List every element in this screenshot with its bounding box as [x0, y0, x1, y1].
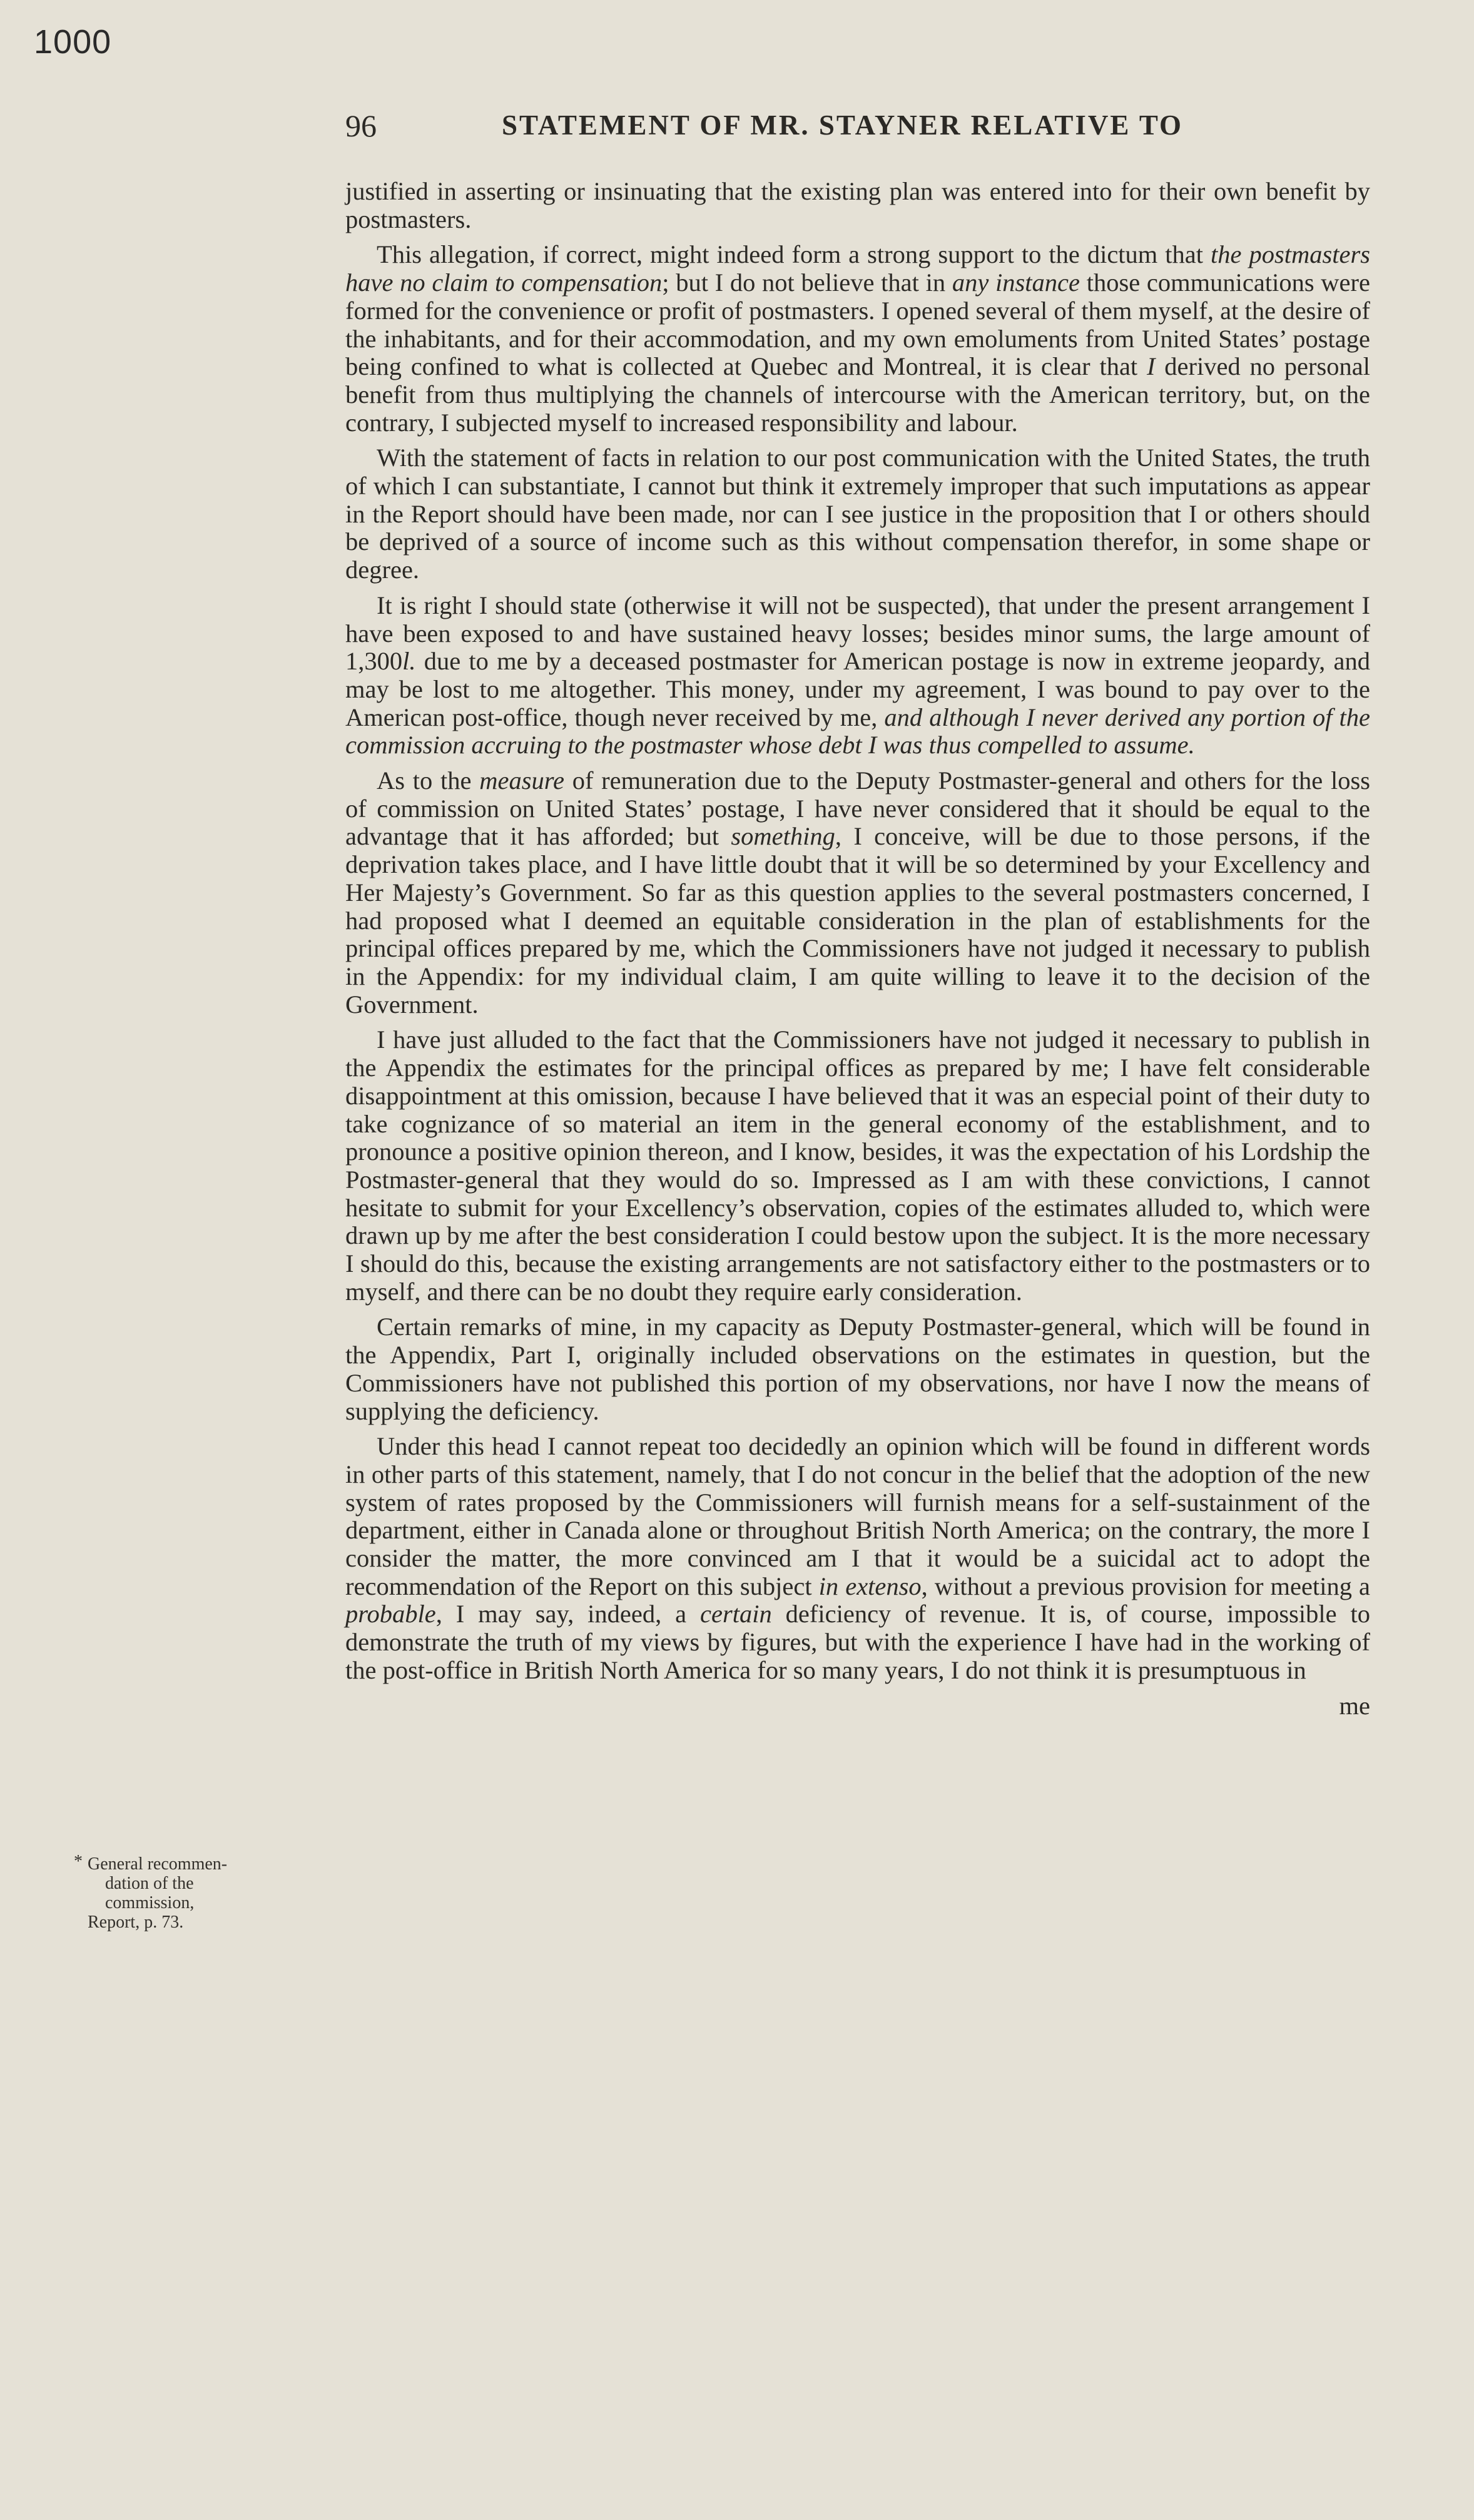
italic-text: any instance	[952, 268, 1080, 297]
body-paragraph	[345, 767, 1370, 1019]
sheet-number: 1000	[34, 23, 112, 61]
italic-text: the postmasters have no claim to compensation	[345, 240, 1371, 297]
text-run: derived no personal benefit from thus multiplying the channels of intercourse with the American territory, but, on the contrary, I subjected myself to increased responsibility and labour.	[345, 352, 1370, 437]
italic-text: probable	[345, 1600, 436, 1628]
text-run: I have just alluded to the fact that the Commissioners have not judged it necessary to publish in the Appendix the estimates for the principal offices as prepared by me; I have felt considerable disappointment at this omission, because I have believed that it was an especial point of their duty to take cognizance of so material an item in the general economy of the establishment, and to pronounce a positive opinion thereon, and I know, besides, it was the expectation of his Lordship the Postmaster-general that they would do so. Impressed as I am with these convictions, I cannot hesitate to submit for your Excellency’s observation, copies of the estimates alluded to, which were drawn up by me after the best consideration I could bestow upon the subject. It is the more necessary I should do this, because the existing arrangements are not satisfactory either to the postmasters or to myself, and there can be no doubt they require early consideration.	[345, 1025, 1370, 1306]
running-head	[345, 108, 1365, 151]
text-run: With the statement of facts in relation to our post communication with the United States, the truth of which I can substantiate, I cannot but think it extremely improper that such imputations as appear in the Report should have been made, nor can I see justice in the proposition that I or others should be deprived of a source of income such as this without compensation therefor, in some shape or degree.	[345, 444, 1370, 584]
body-paragraph	[345, 1313, 1370, 1425]
text-run: those communications were formed for the convenience or profit of postmasters. I opened several of them myself, at the desire of the inhabitants, and for their accommodation, and my own emoluments from United States’ postage being confined to what is collected at Quebec and Montreal, it is clear that	[345, 268, 1370, 381]
margin-note	[74, 1852, 294, 1932]
italic-text: certain	[700, 1600, 772, 1628]
italic-text: in extenso	[818, 1572, 922, 1600]
text-run: It is right I should state (otherwise it will not be suspected), that under the present arrangement I have been exposed to and have sustained heavy losses; besides minor sums, the large amount of 1,300	[345, 591, 1370, 676]
italic-text: l.	[402, 647, 416, 676]
catch-word: me	[1339, 1691, 1370, 1720]
text-run: ; but I do not believe that in	[662, 268, 952, 297]
margin-note-line: dation of the	[105, 1874, 194, 1893]
text-run: , I may say, indeed, a	[435, 1600, 701, 1628]
italic-text: and although I never derived any portion of the commission accruing to the postmaster whose debt I was thus compelled to assume.	[345, 703, 1370, 760]
margin-note-line: Report, p. 73.	[88, 1913, 184, 1932]
body-paragraph	[345, 178, 1370, 233]
body-paragraph	[345, 444, 1370, 584]
italic-text: something	[731, 822, 835, 851]
text-run: justified in asserting or insinuating that the existing plan was entered into for their own benefit by postmasters.	[345, 177, 1370, 233]
body-paragraph	[345, 592, 1370, 760]
body-paragraph	[345, 1026, 1370, 1306]
text-run: As to the	[377, 766, 480, 795]
text-run: of remuneration due to the Deputy Postmaster-general and others for the loss of commission on United States’ postage, I have never considered that it should be equal to the advantage that it has afforded; but	[345, 766, 1370, 851]
text-run: deficiency of revenue. It is, of course, impossible to demonstrate the truth of my views by figures, but with the experience I have had in the working of the post-office in British North America for so many years, I do not think it is presumptuous in	[345, 1600, 1370, 1684]
page-number: 96	[345, 108, 377, 143]
italic-text: I	[1146, 352, 1156, 381]
running-head-title: STATEMENT OF MR. STAYNER RELATIVE TO	[502, 109, 1184, 141]
italic-text: measure	[479, 766, 564, 795]
text-run: , without a previous provision for meeting a	[921, 1572, 1370, 1600]
body-paragraph	[345, 1433, 1370, 1684]
margin-note-marker: *	[74, 1852, 83, 1871]
margin-note-line: commission,	[105, 1893, 195, 1913]
margin-note-line: General recommen-	[88, 1854, 228, 1874]
text-run: Certain remarks of mine, in my capacity as Deputy Postmaster-general, which will be found in the Appendix, Part I, originally included observations on the estimates in question, but the Commissioners have not published this portion of my observations, nor have I now the means of supplying the deficiency.	[345, 1313, 1370, 1425]
text-run: Under this head I cannot repeat too decidedly an opinion which will be found in different words in other parts of this statement, namely, that I do not concur in the belief that the adoption of the new system of rates proposed by the Commissioners will furnish means for a self-sustainment of the department, either in Canada alone or throughout British North America; on the contrary, the more I consider the matter, the more convinced am I that it would be a suicidal act to adopt the recommendation of the Report on this subject	[345, 1432, 1370, 1600]
body-text	[345, 178, 1370, 1727]
text-run: This allegation, if correct, might indeed form a strong support to the dictum that	[377, 240, 1211, 269]
text-run: due to me by a deceased postmaster for American postage is now in extreme jeopardy, and may be lost to me altogether. This money, under my agreement, I was bound to pay over to the American post-office, though never received by me,	[345, 647, 1370, 731]
body-paragraph	[345, 241, 1370, 437]
text-run: , I conceive, will be due to those persons, if the deprivation takes place, and I have little doubt that it will be so determined by your Excellency and Her Majesty’s Government. So far as this question applies to the several postmasters concerned, I had proposed what I deemed an equitable consideration in the plan of establishments for the principal offices prepared by me, which the Commissioners have not judged it necessary to publish in the Appendix: for my individual claim, I am quite willing to leave it to the decision of the Government.	[345, 822, 1371, 1019]
